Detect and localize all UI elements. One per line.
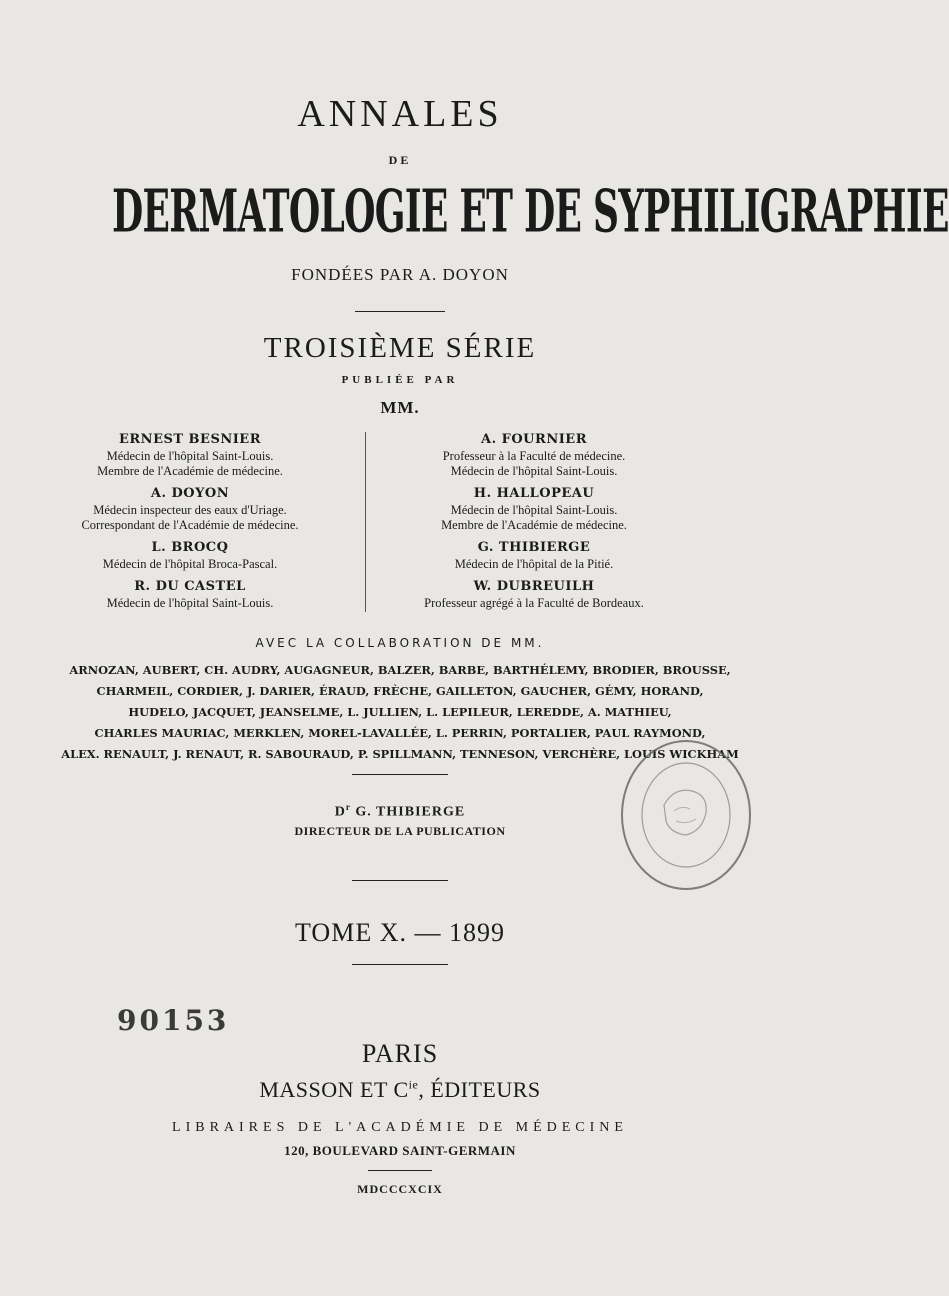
journal-title: DERMATOLOGIE ET DE SYPHILIGRAPHIE [112,176,949,246]
editor-role: Médecin de l'hôpital Broca-Pascal. [102,557,278,571]
editor-name: R. DU CASTEL [134,579,246,594]
editors-prefix: MM. [380,398,420,417]
editor-role: Correspondant de l'Académie de médecine. [81,518,299,532]
editor-entry [384,539,684,572]
publisher-main: MASSON ET C [259,1077,409,1102]
editor-name: H. HALLOPEAU [473,486,595,501]
editor-role: Membre de l'Académie de médecine. [97,464,283,478]
editor-role: Médecin de l'hôpital Saint-Louis. [106,596,274,610]
series-title: TROISIÈME SÉRIE [263,332,537,364]
editor-name: A. DOYON [150,486,230,501]
editor-role: Professeur à la Faculté de médecine. [442,449,626,463]
journal-annales: ANNALES [297,93,503,135]
publisher-tail: , ÉDITEURS [418,1077,541,1102]
divider [368,1170,432,1171]
director-fullname: G. THIBIERGE [355,804,466,820]
published-by: PUBLIÉE PAR [341,374,459,386]
volume-line: TOME X. — 1899 [295,918,505,947]
editor-role: Médecin de l'hôpital de la Pitié. [454,557,614,571]
editor-name: A. FOURNIER [480,432,587,447]
collaborators-line: HUDELO, JACQUET, JEANSELME, L. JULLIEN, L. LEPILEUR, LEREDDE, A. MATHIEU, [128,705,672,719]
collaborators-line: ARNOZAN, AUBERT, CH. AUDRY, AUGAGNEUR, BALZER, BARBE, BARTHÉLEMY, BRODIER, BROUSSE, [69,663,731,677]
imprint-publisher [0,1077,800,1103]
editor-entry [40,539,340,572]
journal-de: DE [388,153,412,167]
editors-right-column [384,431,684,617]
editor-role: Médecin de l'hôpital Saint-Louis. [450,464,618,478]
collaborators-line: CHARLES MAURIAC, MERKLEN, MOREL-LAVALLÉE, L. PERRIN, PORTALIER, PAUL RAYMOND, [94,726,706,740]
divider [352,964,448,965]
editor-entry [384,485,684,533]
founded-by: FONDÉES PAR A. DOYON [291,265,509,284]
imprint-libraries: LIBRAIRES DE L'ACADÉMIE DE MÉDECINE [172,1120,628,1135]
imprint-year: MDCCCXCIX [357,1182,443,1196]
editor-role: Médecin de l'hôpital Saint-Louis. [450,503,618,517]
director-prefix: D [334,804,346,820]
editor-role: Médecin inspecteur des eaux d'Uriage. [93,503,287,517]
column-divider [365,432,366,612]
editor-name: ERNEST BESNIER [118,432,262,447]
editor-role: Médecin de l'hôpital Saint-Louis. [106,449,274,463]
editor-name: W. DUBREUILH [473,579,595,594]
catalog-number: 90153 [117,1004,230,1037]
editor-entry [40,485,340,533]
editor-entry [384,578,684,611]
editor-name: G. THIBIERGE [477,540,591,555]
editor-entry [384,431,684,479]
editors-left-column [40,431,340,617]
editor-entry [40,578,340,611]
publisher-sup: ie [408,1077,419,1092]
collaboration-heading: AVEC LA COLLABORATION DE MM. [255,636,545,650]
director-prefix-sup: r [345,802,351,812]
collaborators-line: ALEX. RENAULT, J. RENAUT, R. SABOURAUD, P. SPILLMANN, TENNESON, VERCHÈRE, LOUIS WICKHAM [61,747,739,761]
library-stamp-icon [616,735,756,895]
divider [355,311,445,312]
editor-role: Membre de l'Académie de médecine. [441,518,627,532]
collaborators-line: CHARMEIL, CORDIER, J. DARIER, ÉRAUD, FRÈCHE, GAILLETON, GAUCHER, GÉMY, HORAND, [96,684,704,698]
editor-role: Professeur agrégé à la Faculté de Bordeaux. [424,596,644,610]
divider [352,774,448,775]
director-title: DIRECTEUR DE LA PUBLICATION [294,824,506,838]
divider [352,880,448,881]
editor-name: L. BROCQ [151,540,229,555]
imprint-city: PARIS [361,1039,439,1068]
imprint-address: 120, BOULEVARD SAINT-GERMAIN [284,1143,516,1158]
editor-entry [40,431,340,479]
